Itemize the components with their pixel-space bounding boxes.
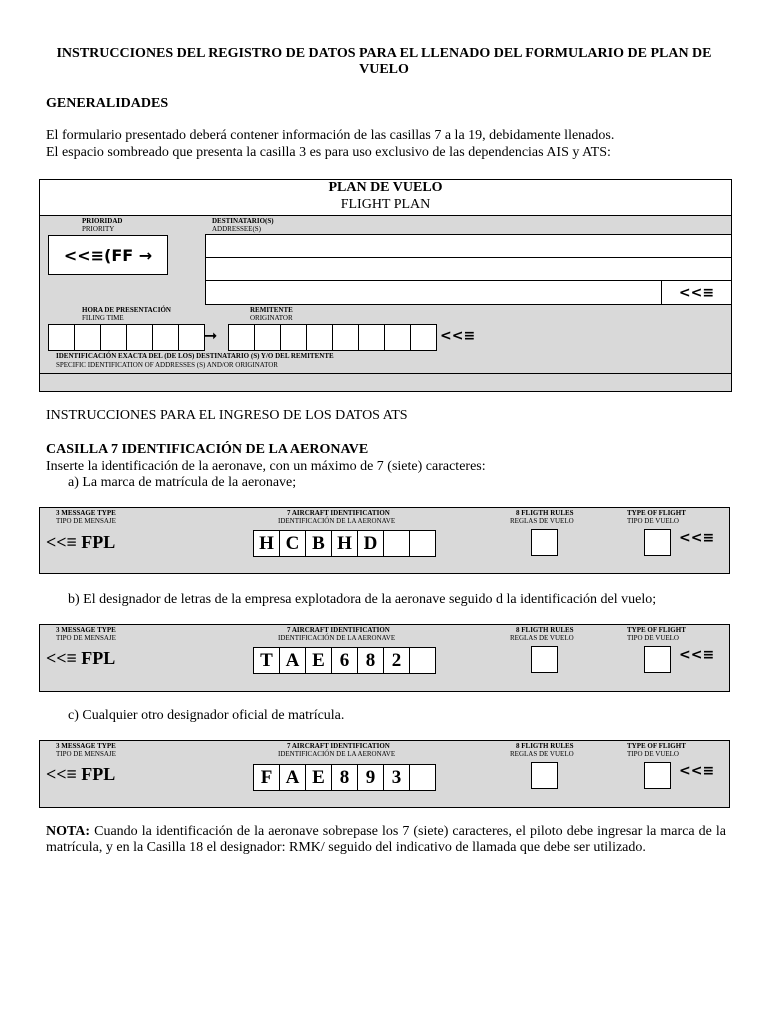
general-line-2: El espacio sombreado que presenta la casilla 3 es para uso exclusivo de las dependencias AIS y ATS: (46, 145, 611, 160)
specific-id-label: IDENTIFICACIÓN EXACTA DEL (DE LOS) DESTINATARIO (S) Y/O DEL REMITENTE (56, 352, 334, 360)
type-label-es: TIPO DE VUELO (627, 517, 679, 525)
filing-time-cells[interactable] (49, 324, 205, 351)
originator-cell[interactable] (306, 324, 333, 351)
type-of-flight-field[interactable] (644, 762, 671, 789)
filing-time-label: HORA DE PRESENTACIÓN (82, 306, 171, 314)
note-label: NOTA: (46, 824, 91, 839)
rules-label: 8 FLIGTH RULES (516, 742, 574, 750)
priority-label-en: PRIORITY (82, 225, 115, 233)
filing-time-cell[interactable] (178, 324, 205, 351)
originator-cell[interactable] (410, 324, 437, 351)
aircraft-id-cell[interactable] (383, 530, 410, 557)
aircraft-id-label-es: IDENTIFICACIÓN DE LA AERONAVE (278, 634, 396, 642)
msg-type-label: 3 MESSAGE TYPE (56, 509, 116, 517)
msg-type-label: 3 MESSAGE TYPE (56, 626, 116, 634)
aircraft-id-label-es: IDENTIFICACIÓN DE LA AERONAVE (278, 750, 396, 758)
aircraft-id-cell[interactable]: 9 (357, 764, 384, 791)
rules-label: 8 FLIGTH RULES (516, 626, 574, 634)
section-heading-generalidades: GENERALIDADES (46, 96, 169, 111)
filing-time-cell[interactable] (74, 324, 101, 351)
originator-cell[interactable] (332, 324, 359, 351)
priority-label: PRIORIDAD (82, 217, 123, 225)
aircraft-id-label: 7 AIRCRAFT IDENTIFICATION (287, 626, 390, 634)
aircraft-id-cell[interactable]: 8 (331, 764, 358, 791)
addressee-line-1[interactable] (205, 234, 732, 258)
message-type-fpl: <<≡ FPL (46, 648, 116, 668)
type-of-flight-field[interactable] (644, 646, 671, 673)
strip-end-marker: <<≡ (679, 530, 715, 546)
aircraft-id-cell[interactable] (409, 530, 436, 557)
originator-cells[interactable] (229, 324, 437, 351)
strip-3 (39, 740, 730, 808)
filing-time-cell[interactable] (152, 324, 179, 351)
flight-plan-subtitle: FLIGHT PLAN (340, 197, 431, 212)
strip-2 (39, 624, 730, 692)
originator-cell[interactable] (280, 324, 307, 351)
originator-end-marker: <<≡ (440, 328, 476, 344)
message-type-fpl: <<≡ FPL (46, 764, 116, 784)
aircraft-id-cell[interactable]: B (305, 530, 332, 557)
priority-field[interactable]: <<≡(FF → (48, 235, 168, 275)
flight-rules-field[interactable] (531, 762, 558, 789)
aircraft-id-cell[interactable]: H (253, 530, 280, 557)
msg-type-label-es: TIPO DE MENSAJE (56, 634, 116, 642)
aircraft-id-cell[interactable]: E (305, 647, 332, 674)
filing-time-cell[interactable] (126, 324, 153, 351)
type-of-flight-field[interactable] (644, 529, 671, 556)
type-label: TYPE OF FLIGHT (627, 626, 686, 634)
arrow-right-icon: ➞ (204, 326, 218, 345)
item-a: a) La marca de matrícula de la aeronave; (68, 475, 297, 490)
specific-id-label-en: SPECIFIC IDENTIFICATION OF ADDRESSES (S) AND/OR ORIGINATOR (56, 361, 278, 369)
filing-time-cell[interactable] (48, 324, 75, 351)
flight-plan-title: PLAN DE VUELO (328, 180, 443, 195)
type-label: TYPE OF FLIGHT (627, 742, 686, 750)
addressee-line-3[interactable] (205, 280, 662, 305)
flight-rules-field[interactable] (531, 529, 558, 556)
rules-label-es: REGLAS DE VUELO (510, 634, 574, 642)
aircraft-id-cell[interactable] (409, 764, 436, 791)
rules-label: 8 FLIGTH RULES (516, 509, 574, 517)
strip-1 (39, 507, 730, 574)
flight-plan-form (39, 179, 732, 392)
aircraft-id-cell[interactable]: 8 (357, 647, 384, 674)
ats-heading: INSTRUCCIONES PARA EL INGRESO DE LOS DATOS ATS (46, 408, 408, 423)
originator-cell[interactable] (384, 324, 411, 351)
addressee-label-en: ADDRESSEE(S) (212, 225, 262, 233)
filing-time-label-en: FILING TIME (82, 314, 124, 322)
casilla-7-intro: Inserte la identificación de la aeronave, con un máximo de 7 (siete) caracteres: (46, 459, 486, 474)
msg-type-label: 3 MESSAGE TYPE (56, 742, 116, 750)
item-b: b) El designador de letras de la empresa explotadora de la aeronave seguido d la identificación del vuelo; (68, 592, 657, 607)
note-text: Cuando la identificación de la aeronave sobrepase los 7 (siete) caracteres, el piloto debe ingresar la marca de la matrícula, y en la Casilla 18 el designador: RMK/ seguido del indicativo de llamada que debe ser utilizado. (46, 824, 726, 855)
aircraft-id-cell[interactable]: E (305, 764, 332, 791)
rules-label-es: REGLAS DE VUELO (510, 517, 574, 525)
originator-cell[interactable] (358, 324, 385, 351)
aircraft-id-cell[interactable]: A (279, 647, 306, 674)
aircraft-id-cells[interactable] (254, 764, 436, 791)
type-label-es: TIPO DE VUELO (627, 634, 679, 642)
addressee-end-marker: <<≡ (661, 280, 732, 305)
aircraft-id-cells[interactable] (254, 530, 436, 557)
aircraft-id-cell[interactable]: D (357, 530, 384, 557)
item-c: c) Cualquier otro designador oficial de matrícula. (68, 708, 345, 723)
rules-label-es: REGLAS DE VUELO (510, 750, 574, 758)
addressee-line-2[interactable] (205, 257, 732, 281)
aircraft-id-cell[interactable]: T (253, 647, 280, 674)
flight-rules-field[interactable] (531, 646, 558, 673)
page-title: INSTRUCCIONES DEL REGISTRO DE DATOS PARA EL LLENADO DEL FORMULARIO DE PLAN DE VUELO (56, 46, 712, 77)
flight-plan-title-band (40, 180, 731, 216)
addressee-label: DESTINATARIO(S) (212, 217, 274, 225)
aircraft-id-label: 7 AIRCRAFT IDENTIFICATION (287, 509, 390, 517)
aircraft-id-cell[interactable]: F (253, 764, 280, 791)
strip-end-marker: <<≡ (679, 647, 715, 663)
aircraft-id-cell[interactable] (409, 647, 436, 674)
aircraft-id-cell[interactable]: 6 (331, 647, 358, 674)
type-label: TYPE OF FLIGHT (627, 509, 686, 517)
aircraft-id-cell[interactable]: A (279, 764, 306, 791)
msg-type-label-es: TIPO DE MENSAJE (56, 750, 116, 758)
aircraft-id-cell[interactable]: H (331, 530, 358, 557)
aircraft-id-cell[interactable]: C (279, 530, 306, 557)
general-line-1: El formulario presentado deberá contener información de las casillas 7 a la 19, debidamente llenados. (46, 128, 615, 143)
originator-label: REMITENTE (250, 306, 293, 314)
type-label-es: TIPO DE VUELO (627, 750, 679, 758)
aircraft-id-cell[interactable]: 3 (383, 764, 410, 791)
msg-type-label-es: TIPO DE MENSAJE (56, 517, 116, 525)
filing-time-cell[interactable] (100, 324, 127, 351)
aircraft-id-cells[interactable] (254, 647, 436, 674)
strip-end-marker: <<≡ (679, 763, 715, 779)
originator-label-en: ORIGINATOR (250, 314, 293, 322)
casilla-7-heading: CASILLA 7 IDENTIFICACIÓN DE LA AERONAVE (46, 442, 369, 457)
divider (40, 373, 731, 374)
originator-cell[interactable] (228, 324, 255, 351)
note (46, 824, 726, 856)
message-type-fpl: <<≡ FPL (46, 532, 116, 552)
aircraft-id-label-es: IDENTIFICACIÓN DE LA AERONAVE (278, 517, 396, 525)
originator-cell[interactable] (254, 324, 281, 351)
aircraft-id-cell[interactable]: 2 (383, 647, 410, 674)
aircraft-id-label: 7 AIRCRAFT IDENTIFICATION (287, 742, 390, 750)
